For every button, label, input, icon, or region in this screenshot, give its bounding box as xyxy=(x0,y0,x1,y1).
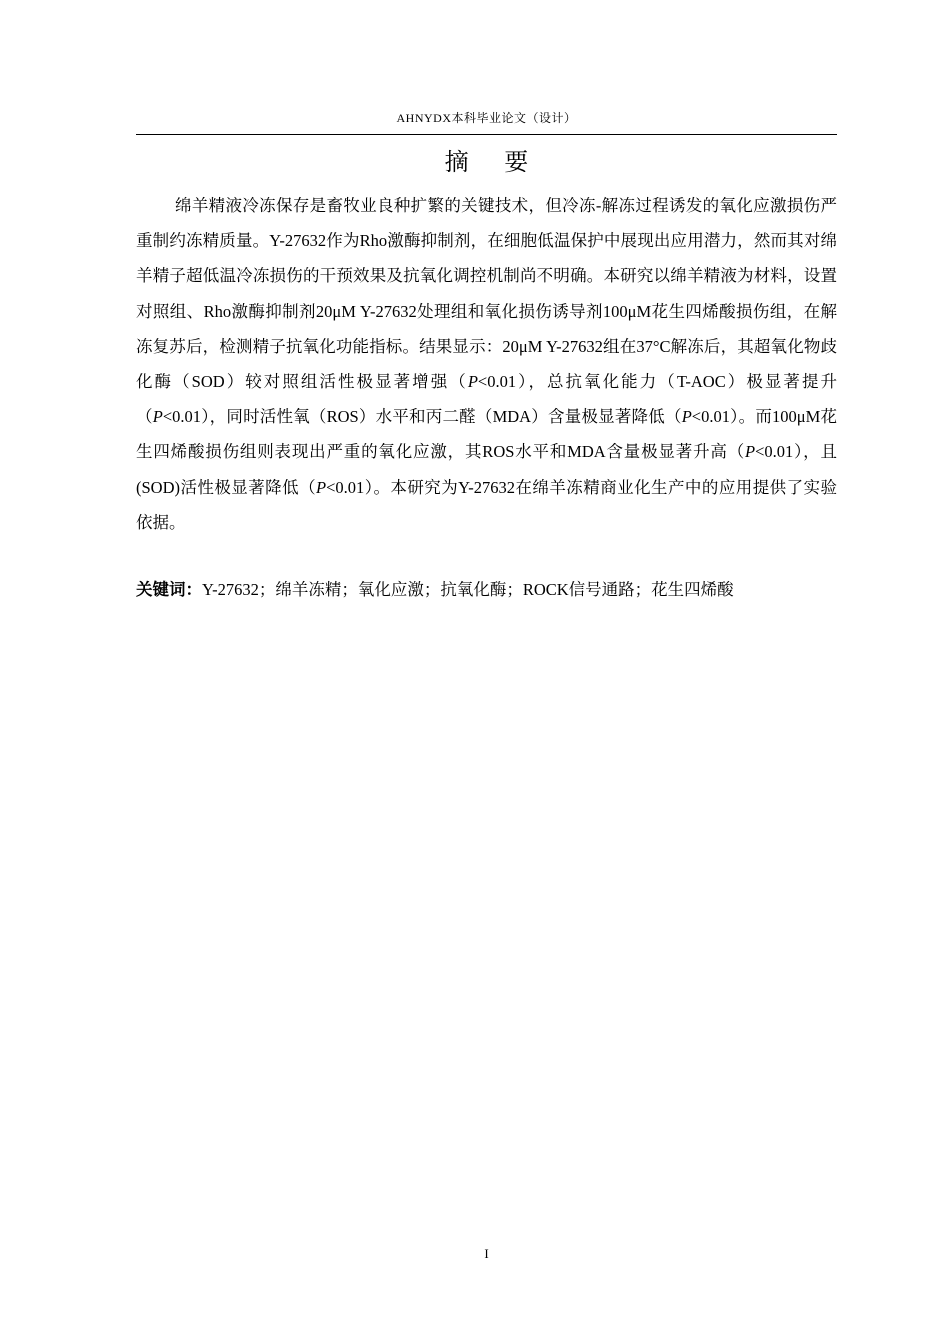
p-value-symbol: P xyxy=(745,442,756,462)
keywords-list: Y-27632；绵羊冻精；氧化应激；抗氧化酶；ROCK信号通路；花生四烯酸 xyxy=(202,580,734,599)
abstract-text: <0.01）。本研究为Y-27632在绵羊冻精商业化生产中的应用提供了实验依据。 xyxy=(136,477,838,532)
p-value-symbol: P xyxy=(467,372,478,392)
keywords-line xyxy=(136,572,837,607)
abstract-body xyxy=(136,188,837,540)
page-number: I xyxy=(484,1246,489,1261)
abstract-title: 摘 要 xyxy=(444,148,543,176)
running-header: AHNYDX本科毕业论文（设计） xyxy=(396,111,577,125)
abstract-text: 绵羊精液冷冻保存是畜牧业良种扩繁的关键技术，但冷冻-解冻过程诱发的氧化应激损伤严重制约冻精质量。Y-27632作为Rho激酶抑制剂，在细胞低温保护中展现出应用潜力，然而其对绵羊精子超低温冷冻损伤的干预效果及抗氧化调控机制尚不明确。本研究以绵羊精液为材料，设置对照组、Rho激酶抑制剂20μM Y-27632处理组和氧化损伤诱导剂100μM花生四烯酸损伤组，在解冻复苏后，检测精子抗氧化功能指标。结果显示：20μM Y-27632组在37°C解冻后，其超氧化物歧化酶（SOD）较对照组活性极显著增强（ xyxy=(136,196,837,392)
abstract-text: <0.01），总抗氧化能力（T-AOC）极显著提升（ xyxy=(136,372,838,427)
header-rule xyxy=(136,134,837,135)
p-value-symbol: P xyxy=(681,407,692,427)
p-value-symbol: P xyxy=(152,407,163,427)
abstract-text: <0.01）。而100μM花生四烯酸损伤组则表现出严重的氧化应激，其ROS水平和MDA含量极显著升高（ xyxy=(136,407,838,462)
abstract-text: <0.01），同时活性氧（ROS）水平和丙二醛（MDA）含量极显著降低（ xyxy=(162,407,682,427)
p-value-symbol: P xyxy=(316,477,327,497)
keywords-label: 关键词： xyxy=(136,580,202,599)
abstract-text: <0.01），且(SOD)活性极显著降低（ xyxy=(136,442,837,497)
